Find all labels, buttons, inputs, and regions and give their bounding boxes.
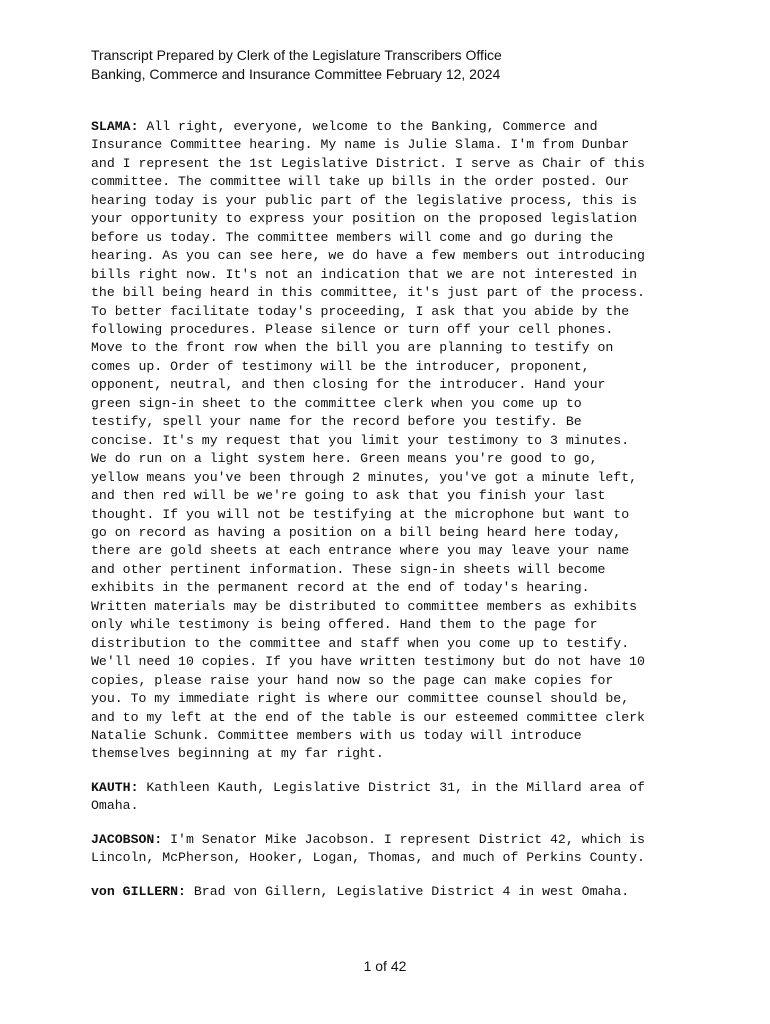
- transcript-line: and then red will be we're going to ask that you finish your last: [91, 488, 606, 504]
- transcript-line: and other pertinent information. These sign-in sheets will become: [91, 561, 606, 577]
- transcript-line: [91, 831, 691, 849]
- transcript-line: hearing. As you can see here, we do have a few members out introducing: [91, 248, 645, 264]
- transcript-line: go on record as having a position on a bill being heard here today,: [91, 524, 622, 540]
- transcript-line: your opportunity to express your position on the proposed legislation: [91, 211, 638, 227]
- transcript-line: exhibits in the permanent record at the end of today's hearing.: [91, 580, 590, 596]
- transcript-line: you. To my immediate right is where our committee counsel should be,: [91, 691, 630, 707]
- transcript-line: opponent, neutral, and then closing for the introducer. Hand your: [91, 377, 606, 393]
- transcript-line: distribution to the committee and staff when you come up to testify.: [91, 635, 630, 651]
- transcript-line: Move to the front row when the bill you are planning to testify on: [91, 340, 614, 356]
- transcript-line: copies, please raise your hand now so the page can make copies for: [91, 672, 614, 688]
- speech-text: All right, everyone, welcome to the Banking, Commerce and: [138, 119, 598, 134]
- speaker-name: KAUTH:: [91, 779, 139, 795]
- speech-text: Kathleen Kauth, Legislative District 31, in the Millard area of: [138, 779, 645, 795]
- transcript-paragraph: [91, 883, 691, 901]
- transcript-paragraph: [91, 118, 691, 764]
- transcript-line: thought. If you will not be testifying at the microphone but want to: [91, 506, 630, 522]
- transcript-line: Natalie Schunk. Committee members with us today will introduce: [91, 727, 582, 743]
- transcript-line: [91, 883, 691, 901]
- page-header: [91, 46, 502, 84]
- transcript-line: We'll need 10 copies. If you have written testimony but do not have 10: [91, 654, 645, 670]
- transcript-line: and I represent the 1st Legislative District. I serve as Chair of this: [91, 155, 645, 171]
- transcript-line: concise. It's my request that you limit your testimony to 3 minutes.: [91, 432, 630, 448]
- transcript-line: there are gold sheets at each entrance where you may leave your name: [91, 543, 630, 559]
- transcript-paragraph: [91, 779, 691, 816]
- header-subtitle: Banking, Commerce and Insurance Committee February 12, 2024: [91, 66, 501, 82]
- transcript-line: following procedures. Please silence or turn off your cell phones.: [91, 321, 614, 337]
- transcript-line: green sign-in sheet to the committee clerk when you come up to: [91, 395, 582, 411]
- transcript-line: hearing today is your public part of the legislative process, this is: [91, 192, 638, 208]
- page-number: 1 of 42: [363, 958, 407, 974]
- transcript-line: themselves beginning at my far right.: [91, 746, 384, 762]
- transcript-line: To better facilitate today's proceeding, I ask that you abide by the: [91, 303, 630, 319]
- transcript-line: Written materials may be distributed to committee members as exhibits: [91, 598, 638, 614]
- transcript-line: committee. The committee will take up bills in the order posted. Our: [91, 174, 630, 190]
- transcript-line: We do run on a light system here. Green means you're good to go,: [91, 451, 598, 467]
- transcript-paragraph: [91, 831, 691, 868]
- transcript-body: [91, 118, 691, 916]
- transcript-line: and to my left at the end of the table is our esteemed committee clerk: [91, 709, 645, 725]
- speaker-name: SLAMA:: [91, 119, 139, 134]
- speech-text: I'm Senator Mike Jacobson. I represent District 42, which is: [162, 831, 645, 847]
- transcript-line: [91, 779, 691, 797]
- transcript-line: bills right now. It's not an indication that we are not interested in: [91, 266, 638, 282]
- transcript-line: Lincoln, McPherson, Hooker, Logan, Thomas, and much of Perkins County.: [91, 850, 645, 866]
- speaker-name: JACOBSON:: [91, 831, 163, 847]
- transcript-line: Omaha.: [91, 798, 139, 814]
- transcript-line: comes up. Order of testimony will be the introducer, proponent,: [91, 358, 590, 374]
- transcript-line: Insurance Committee hearing. My name is Julie Slama. I'm from Dunbar: [91, 137, 630, 153]
- transcript-line: only while testimony is being offered. Hand them to the page for: [91, 617, 598, 633]
- transcript-line: [91, 118, 691, 136]
- speaker-name: von GILLERN:: [91, 883, 186, 899]
- speech-text: Brad von Gillern, Legislative District 4 in west Omaha.: [185, 883, 630, 899]
- transcript-line: yellow means you've been through 2 minutes, you've got a minute left,: [91, 469, 638, 485]
- transcript-line: before us today. The committee members will come and go during the: [91, 229, 614, 245]
- transcript-line: the bill being heard in this committee, it's just part of the process.: [91, 285, 645, 301]
- transcript-line: testify, spell your name for the record before you testify. Be: [91, 414, 582, 430]
- header-title: Transcript Prepared by Clerk of the Legislature Transcribers Office: [91, 47, 502, 63]
